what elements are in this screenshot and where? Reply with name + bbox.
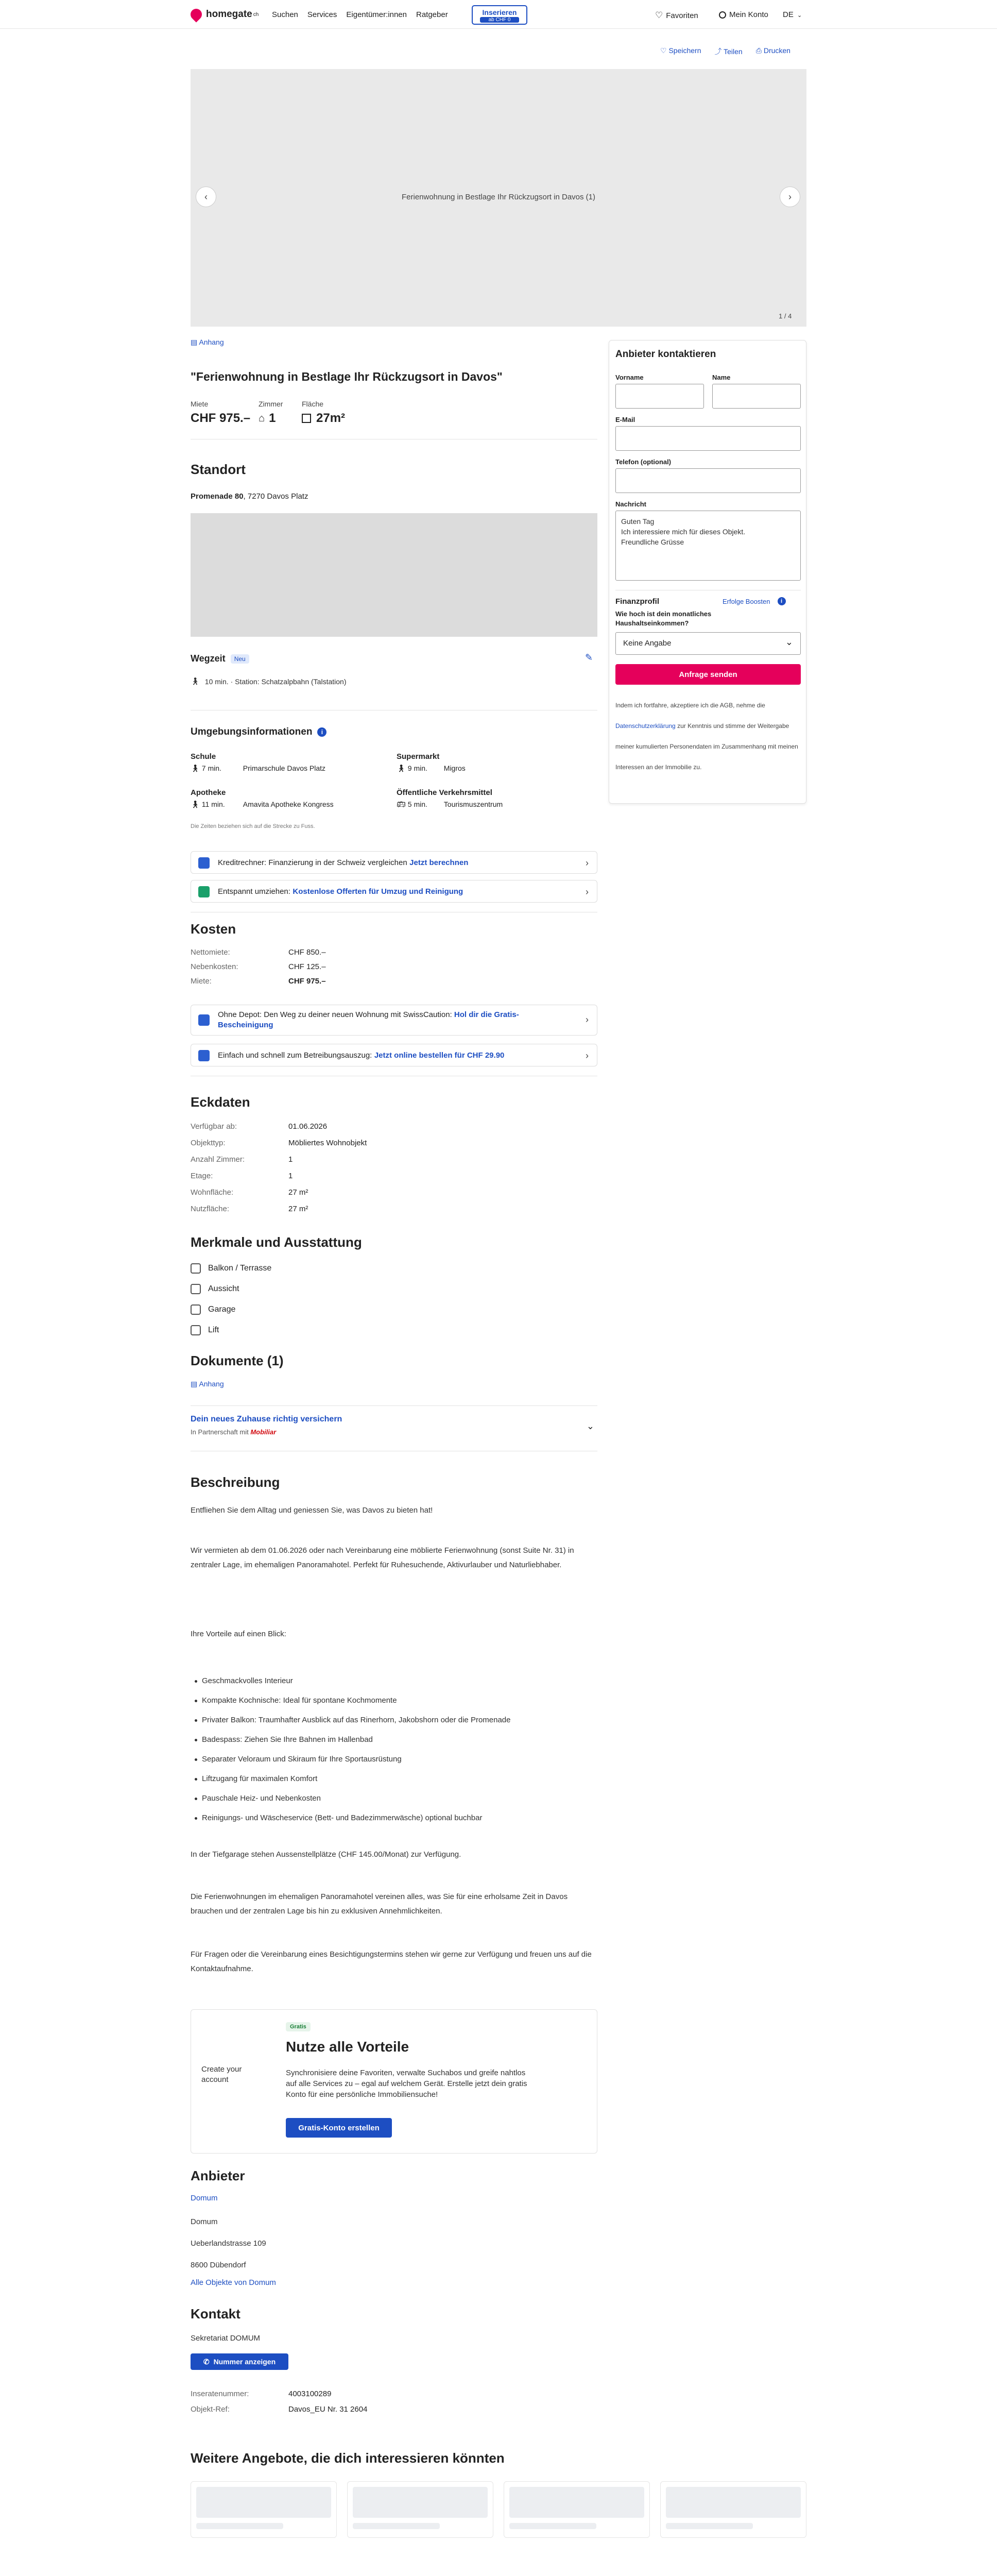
insurance-partner [191, 1428, 597, 1436]
keydata-label: Etage: [191, 1172, 213, 1180]
description-bullet: Reinigungs- und Wäscheservice (Bett- und Badezimmerwäsche) optional buchbar [202, 1814, 483, 1822]
poi-label: Schule [191, 752, 216, 761]
insurance-title: Dein neues Zuhause richtig versichern [191, 1415, 342, 1423]
poi-time: 5 min. [407, 800, 427, 808]
chevron-right-icon: › [586, 1050, 589, 1061]
finance-boost-label: Erfolge Boosten [723, 597, 770, 605]
features-heading: Merkmale und Ausstattung [191, 1234, 362, 1250]
keydata-label: Verfügbar ab: [191, 1122, 237, 1131]
partner-prefix: In Partnerschaft mit [191, 1428, 249, 1436]
address [191, 492, 308, 501]
listing-actions [660, 46, 790, 57]
document-link-label: Anhang [199, 1380, 224, 1388]
address-city: , 7270 Davos Platz [243, 492, 308, 501]
area-value: 27m² [316, 411, 346, 425]
heart-icon: ♡ [660, 46, 669, 55]
share-button[interactable] [715, 46, 743, 57]
show-phone-button[interactable] [191, 2353, 288, 2370]
signup-text: Synchronisiere deine Favoriten, verwalte Suchabos und greife nahtlos auf alle Services zu – egal auf welchem Gerät. Erstelle jetzt dein gratis Konto für eine persönliche Immobiliensuche! [286, 2069, 527, 2099]
skeleton-text [196, 2523, 283, 2529]
contact-form [609, 340, 806, 804]
truck-icon [198, 886, 210, 897]
chevron-down-icon: ⌄ [797, 12, 802, 19]
documents-heading: Dokumente (1) [191, 1353, 284, 1368]
mobiliar-logo: Mobiliar [250, 1428, 277, 1436]
keydata-value: 1 [288, 1155, 293, 1164]
info-icon[interactable]: i [317, 727, 326, 737]
contact-form-heading: Anbieter kontaktieren [615, 349, 716, 360]
provider-link[interactable]: Domum [191, 2194, 218, 2202]
email-label: E-Mail [615, 416, 635, 423]
favorites-label: Favoriten [666, 11, 698, 20]
skeleton-image [196, 2487, 331, 2518]
bus-icon: 🚌︎ [397, 800, 406, 808]
finance-boost[interactable] [723, 597, 786, 605]
phone-label: Telefon (optional) [615, 458, 672, 466]
commute-title: Wegzeit [191, 653, 226, 664]
keydata-label: Objekttyp: [191, 1139, 226, 1147]
description-bullet: Geschmackvolles Interieur [202, 1676, 293, 1685]
feature-label: Garage [208, 1305, 236, 1314]
object-ref-value: Davos_EU Nr. 31 2604 [288, 2405, 368, 2414]
chevron-left-icon: ‹ [204, 191, 208, 202]
chevron-right-icon: › [586, 887, 589, 897]
area-fact [302, 411, 345, 426]
language-label: DE [783, 10, 794, 19]
walk-icon: 🚶︎ [191, 800, 200, 808]
header-favorites[interactable] [655, 10, 698, 21]
nav-item-owners[interactable]: Eigentümer:innen [346, 10, 407, 19]
description-heading: Beschreibung [191, 1475, 280, 1490]
walk-icon: 🚶︎ [397, 764, 406, 772]
chevron-down-icon: ⌄ [785, 637, 793, 647]
edit-commute-button[interactable] [585, 652, 593, 663]
income-select-value: Keine Angabe [623, 639, 672, 648]
provider-city: 8600 Dübendorf [191, 2261, 246, 2269]
logo-text: homegate [206, 9, 252, 20]
poi-time: 11 min. [201, 800, 225, 808]
site-header [0, 0, 997, 29]
promo-debt-extract[interactable] [191, 1044, 597, 1066]
submit-request-button[interactable]: Anfrage senden [615, 664, 801, 685]
promo-link: Jetzt berechnen [409, 858, 469, 867]
document-icon: ▤ [191, 338, 199, 346]
feature-label: Lift [208, 1326, 219, 1334]
logo-icon [188, 6, 204, 22]
area-label: Fläche [302, 400, 324, 408]
garage-icon [191, 1304, 201, 1315]
signup-title: Nutze alle Vorteile [286, 2039, 409, 2055]
area-icon [302, 414, 311, 423]
promo-text: Kreditrechner: Finanzierung in der Schweiz vergleichen [218, 858, 407, 867]
nav-item-services[interactable]: Services [307, 10, 337, 19]
feature-item [191, 1284, 239, 1294]
print-button[interactable] [756, 46, 790, 57]
feature-label: Balkon / Terrasse [208, 1264, 272, 1273]
skeleton-image [353, 2487, 488, 2518]
provider-all-objects-link[interactable]: Alle Objekte von Domum [191, 2278, 276, 2287]
promo-text: Entspannt umziehen: [218, 887, 290, 896]
surroundings-heading [191, 726, 326, 738]
share-icon: ⤴ [714, 47, 724, 56]
promo-text: Einfach und schnell zum Betreibungsauszug: [218, 1050, 372, 1060]
description-p5: Die Ferienwohnungen im ehemaligen Panoramahotel vereinen alles, was Sie für eine erholsame Zeit in Davos brauchen und der zentralen Lage bis hin zu exklusiven Annehmlichkeiten. [191, 1892, 568, 1916]
poi-detail [397, 800, 503, 809]
signup-banner [191, 2009, 597, 2154]
poi-name: Tourismuszentrum [443, 800, 503, 808]
share-label: Teilen [724, 47, 743, 56]
document-icon: ▤ [191, 1380, 199, 1388]
rooms-fact [259, 411, 276, 426]
offer-card-skeleton [660, 2481, 806, 2538]
keydata-value: 01.06.2026 [288, 1122, 328, 1131]
document-icon [198, 1050, 210, 1061]
elevator-icon [191, 1325, 201, 1335]
poi-pharmacy [191, 788, 334, 809]
chevron-right-icon: › [586, 858, 589, 868]
surroundings-title: Umgebungsinformationen [191, 726, 313, 737]
nav-item-guide[interactable]: Ratgeber [416, 10, 448, 19]
last-name-field[interactable] [712, 384, 801, 409]
poi-name: Primarschule Davos Platz [243, 764, 326, 772]
provider-street: Ueberlandstrasse 109 [191, 2239, 266, 2248]
promo-moving[interactable] [191, 880, 597, 903]
phone-field[interactable] [615, 468, 801, 493]
walk-icon: 🚶︎ [191, 764, 200, 772]
rent-label: Miete [191, 400, 209, 408]
offer-card-skeleton [347, 2481, 493, 2538]
description-bullet: Liftzugang für maximalen Komfort [202, 1774, 318, 1783]
language-selector[interactable] [783, 10, 802, 19]
legal-text: Indem ich fortfahre, akzeptiere ich die AGB, nehme die [615, 702, 765, 709]
poi-detail [191, 800, 334, 809]
legal-text: zur Kenntnis und stimme der Weitergabe meiner kumulierten Personendaten im Zusammenhang mit meinen Interessen an der Immobilie zu. [615, 722, 798, 771]
poi-detail [191, 764, 325, 773]
divider [191, 1405, 597, 1406]
privacy-policy-link[interactable]: Datenschutzerklärung [615, 722, 676, 730]
gallery-next-button[interactable] [780, 187, 800, 207]
cost-net-label: Nettomiete: [191, 948, 230, 957]
contact-heading: Kontakt [191, 2306, 240, 2321]
calculator-icon [198, 857, 210, 869]
view-icon [191, 1284, 201, 1294]
account-label: Mein Konto [729, 10, 768, 19]
poi-label: Supermarkt [397, 752, 440, 761]
save-button[interactable] [660, 46, 701, 57]
description-p1: Entfliehen Sie dem Alltag und geniessen Sie, was Davos zu bieten hat! [191, 1506, 433, 1515]
poi-name: Migros [443, 764, 466, 772]
contact-person: Sekretariat DOMUM [191, 2334, 261, 2343]
description-bullet: Separater Veloraum und Skiraum für Ihre Sportausrüstung [202, 1755, 402, 1764]
skeleton-image [666, 2487, 801, 2518]
gallery-attachment-link[interactable] [191, 338, 224, 347]
message-label: Nachricht [615, 500, 646, 508]
poi-label: Öffentliche Verkehrsmittel [397, 788, 492, 797]
message-field[interactable]: Guten Tag Ich interessiere mich für dieses Objekt. Freundliche Grüsse [615, 511, 801, 581]
description-p6: Für Fragen oder die Vereinbarung eines Besichtigungstermins stehen wir gerne zur Verfügung und freuen uns auf die Kontaktaufnahme. [191, 1950, 592, 1973]
income-select[interactable] [615, 632, 801, 655]
location-map[interactable] [191, 513, 597, 637]
rooms-label: Zimmer [259, 400, 283, 408]
feature-item [191, 1325, 219, 1335]
listing-number-value: 4003100289 [288, 2389, 332, 2398]
promo-link: Jetzt online bestellen für CHF 29.90 [374, 1050, 505, 1060]
create-account-button[interactable]: Gratis-Konto erstellen [286, 2118, 392, 2138]
keydata-label: Wohnfläche: [191, 1188, 234, 1197]
rent-value: CHF 975.– [191, 411, 251, 425]
document-link[interactable] [191, 1380, 224, 1388]
email-field[interactable] [615, 426, 801, 451]
logo-suffix: ch [253, 11, 259, 18]
surroundings-note: Die Zeiten beziehen sich auf die Strecke zu Fuss. [191, 823, 315, 829]
poi-name: Amavita Apotheke Kongress [243, 800, 334, 808]
insurance-accordion[interactable] [191, 1415, 597, 1447]
insert-button[interactable] [472, 5, 527, 25]
more-offers-heading: Weitere Angebote, die dich interessieren könnten [191, 2450, 505, 2466]
promo-link: Kostenlose Offerten für Umzug und Reinigung [293, 887, 463, 896]
last-name-label: Name [712, 374, 731, 381]
cost-total-value: CHF 975.– [288, 977, 326, 986]
description-bullet: Pauschale Heiz- und Nebenkosten [202, 1794, 321, 1803]
insert-button-label: Inserieren [482, 8, 517, 16]
promo-body [218, 1010, 571, 1030]
cost-extra-label: Nebenkosten: [191, 962, 238, 971]
commute-info [191, 677, 346, 686]
provider-name: Domum [191, 2217, 218, 2226]
insert-badge: ab CHF 0 [480, 17, 519, 23]
description-p3: Ihre Vorteile auf einen Blick: [191, 1630, 286, 1638]
legal-notice [615, 695, 801, 777]
keydata-heading: Eckdaten [191, 1094, 250, 1110]
description-p4: In der Tiefgarage stehen Aussenstellplätze (CHF 145.00/Monat) zur Verfügung. [191, 1850, 461, 1859]
object-ref-label: Objekt-Ref: [191, 2405, 230, 2414]
listing-number-label: Inseratenummer: [191, 2389, 249, 2398]
info-icon: i [778, 597, 786, 605]
poi-school [191, 752, 325, 773]
header-account[interactable] [719, 10, 768, 19]
feature-item [191, 1263, 271, 1274]
feature-item [191, 1304, 235, 1315]
cost-extra-value: CHF 125.– [288, 962, 326, 971]
gratis-badge: Gratis [286, 2022, 311, 2031]
poi-supermarket [397, 752, 466, 773]
chevron-right-icon: › [788, 191, 792, 202]
pencil-icon: ✎ [585, 652, 593, 663]
skeleton-text [353, 2523, 440, 2529]
chevron-down-icon: ⌄ [586, 1421, 594, 1431]
rooms-value: 1 [269, 411, 276, 425]
save-label: Speichern [668, 46, 701, 55]
skeleton-text [509, 2523, 596, 2529]
image-gallery[interactable] [191, 69, 806, 327]
location-heading: Standort [191, 462, 246, 477]
gallery-image-caption: Ferienwohnung in Bestlage Ihr Rückzugsort in Davos (1) [401, 193, 596, 201]
logo[interactable] [191, 9, 259, 20]
keydata-value: 27 m² [288, 1205, 308, 1213]
description-p2: Wir vermieten ab dem 01.06.2026 oder nach Vereinbarung eine möblierte Ferienwohnung (sonst Suite Nr. 31) in zentraler Lage, im ehemaligen Panoramahotel. Perfekt für Ruhesuchende, Aktivurlauber und Naturliebhaber. [191, 1546, 574, 1569]
keydata-value: 27 m² [288, 1188, 308, 1197]
commute-heading [191, 653, 249, 664]
gallery-prev-button[interactable] [196, 187, 216, 207]
first-name-field[interactable] [615, 384, 704, 409]
nav-item-search[interactable]: Suchen [272, 10, 298, 19]
heart-icon: ♡ [655, 10, 663, 20]
cost-total-label: Miete: [191, 977, 212, 986]
chevron-right-icon: › [586, 1014, 589, 1025]
gallery-counter: 1 / 4 [779, 312, 792, 320]
feature-label: Aussicht [208, 1284, 239, 1293]
skeleton-text [666, 2523, 753, 2529]
address-street: Promenade 80 [191, 492, 244, 501]
print-icon: ⎙ [755, 46, 764, 55]
new-badge: Neu [231, 654, 249, 664]
signup-left: Create your account [201, 2065, 242, 2084]
keydata-value: 1 [288, 1172, 293, 1180]
poi-time: 7 min. [201, 764, 221, 772]
finance-heading: Finanzprofil [615, 597, 659, 606]
commute-text: 10 min. · Station: Schatzalpbahn (Talstation) [204, 677, 347, 686]
description-bullet: Privater Balkon: Traumhafter Ausblick auf das Rinerhorn, Jakobshorn oder die Promenade [202, 1716, 511, 1724]
walk-icon: 🚶︎ [191, 677, 200, 685]
shield-icon [198, 1014, 210, 1026]
promo-credit-calculator[interactable] [191, 851, 597, 874]
promo-link: Hol dir die Gratis-Bescheinigung [218, 1010, 519, 1029]
finance-question: Wie hoch ist dein monatliches Haushaltseinkommen? [615, 610, 712, 627]
user-icon [719, 11, 726, 19]
costs-heading: Kosten [191, 921, 236, 937]
attachment-label: Anhang [199, 338, 224, 346]
show-phone-label: Nummer anzeigen [213, 2358, 276, 2366]
listing-title: "Ferienwohnung in Bestlage Ihr Rückzugsort in Davos" [191, 370, 503, 383]
poi-label: Apotheke [191, 788, 226, 797]
provider-heading: Anbieter [191, 2168, 245, 2183]
cost-net-value: CHF 850.– [288, 948, 326, 957]
keydata-label: Anzahl Zimmer: [191, 1155, 245, 1164]
poi-transport [397, 788, 503, 809]
skeleton-image [509, 2487, 644, 2518]
description-bullet: Badespass: Ziehen Sie Ihre Bahnen im Hallenbad [202, 1735, 373, 1744]
keydata-value: Möbliertes Wohnobjekt [288, 1139, 367, 1147]
poi-time: 9 min. [407, 764, 427, 772]
print-label: Drucken [763, 46, 790, 55]
rooms-icon: ⌂ [259, 412, 265, 424]
description-bullet: Kompakte Kochnische: Ideal für spontane Kochmomente [202, 1696, 397, 1705]
offer-card-skeleton [191, 2481, 337, 2538]
promo-swisscaution[interactable] [191, 1005, 597, 1036]
first-name-label: Vorname [615, 374, 644, 381]
main-nav [272, 10, 448, 19]
keydata-label: Nutzfläche: [191, 1205, 230, 1213]
balcony-icon [191, 1263, 201, 1274]
promo-text: Ohne Depot: Den Weg zu deiner neuen Wohnung mit SwissCaution: [218, 1010, 452, 1019]
phone-icon: ✆ [203, 2357, 210, 2366]
offer-card-skeleton [504, 2481, 650, 2538]
poi-detail [397, 764, 466, 773]
